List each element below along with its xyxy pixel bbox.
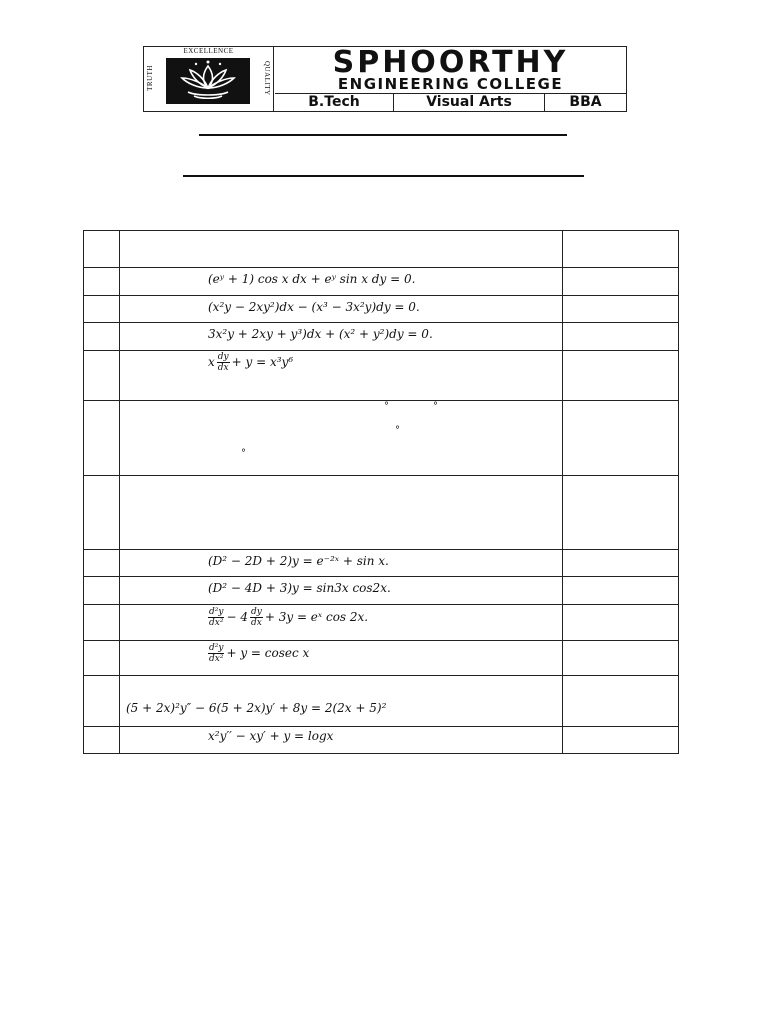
equation-9: (5 + 2x)²y″ − 6(5 + 2x)y′ + 8y = 2(2x + 5)² <box>126 701 387 715</box>
program-list <box>275 93 626 111</box>
college-seal <box>144 47 274 111</box>
table-row <box>84 296 679 323</box>
table-cell <box>84 401 120 476</box>
degree-mark: ° <box>384 401 389 412</box>
table-cell <box>84 676 120 727</box>
table-cell <box>120 231 563 268</box>
table-row <box>84 323 679 351</box>
table-row <box>84 641 679 676</box>
table-cell <box>563 231 679 268</box>
seal-motto-right: QUALITY <box>263 61 271 96</box>
table-row <box>84 676 679 727</box>
table-cell <box>563 351 679 401</box>
table-cell <box>84 476 120 550</box>
eq4-denominator: dx <box>217 363 229 373</box>
table-cell <box>563 550 679 577</box>
table-cell <box>84 351 120 401</box>
eq8-denominator: dx² <box>209 654 224 664</box>
seal-motto-left: TRUTH <box>146 65 154 91</box>
eq7-numerator-2: dy <box>250 607 262 617</box>
table-cell <box>563 676 679 727</box>
equation-3: 3x²y + 2xy + y³)dx + (x² + y²)dy = 0. <box>208 327 433 341</box>
table-cell <box>84 577 120 605</box>
eq7-fraction-1 <box>208 607 224 628</box>
eq4-fraction <box>217 352 230 373</box>
seal-motto-top: EXCELLENCE <box>183 47 234 55</box>
table-header-row <box>84 231 679 268</box>
table-cell <box>563 641 679 676</box>
table-row <box>84 577 679 605</box>
table-cell <box>84 641 120 676</box>
table-cell <box>84 323 120 351</box>
title-rule-1 <box>199 134 567 136</box>
table-cell <box>563 323 679 351</box>
college-logo <box>143 46 627 112</box>
college-name: SPHOORTHY <box>332 45 569 80</box>
table-cell <box>120 323 563 351</box>
table-cell <box>84 231 120 268</box>
table-cell <box>120 605 563 641</box>
table-cell <box>120 577 563 605</box>
table-cell <box>120 676 563 727</box>
eq7-fraction-2 <box>250 607 263 628</box>
eq4-numerator: dy <box>217 352 229 362</box>
eq7-middle: − 4 <box>226 610 248 624</box>
table-cell <box>84 605 120 641</box>
equation-4 <box>120 351 562 373</box>
table-row <box>84 401 679 476</box>
table-cell <box>84 296 120 323</box>
table-cell <box>120 401 563 476</box>
eq8-fraction <box>208 643 224 664</box>
equation-2: (x²y − 2xy²)dx − (x³ − 3x²y)dy = 0. <box>208 300 420 314</box>
equation-10: x²y′′ − xy′ + y = logx <box>208 729 334 743</box>
table-cell <box>120 727 563 754</box>
eq4-suffix: + y = x³y⁶ <box>231 355 294 369</box>
table-row <box>84 727 679 754</box>
eq8-suffix: + y = cosec x <box>226 646 310 660</box>
table-cell <box>120 641 563 676</box>
table-cell <box>120 268 563 296</box>
degree-mark: ° <box>395 425 400 436</box>
table-cell <box>120 351 563 401</box>
table-row <box>84 476 679 550</box>
table-cell <box>563 476 679 550</box>
table-cell <box>563 296 679 323</box>
table-row <box>84 268 679 296</box>
table-cell <box>563 605 679 641</box>
equation-6: (D² − 4D + 3)y = sin3x cos2x. <box>208 581 391 595</box>
eq7-denominator-1: dx² <box>209 618 224 628</box>
equation-8 <box>120 641 562 664</box>
eq8-numerator: d²y <box>209 643 224 653</box>
table-cell <box>120 476 563 550</box>
lotus-emblem-icon <box>166 58 250 104</box>
equation-5: (D² − 2D + 2)y = e⁻²ˣ + sin x. <box>208 554 389 568</box>
table-cell <box>563 268 679 296</box>
table-cell <box>563 727 679 754</box>
eq7-denominator-2: dx <box>250 618 262 628</box>
table-cell <box>84 268 120 296</box>
eq4-prefix: x <box>208 355 215 369</box>
college-subtitle: ENGINEERING COLLEGE <box>337 75 564 93</box>
title-rule-2 <box>183 175 584 177</box>
equation-7 <box>120 605 562 628</box>
table-cell <box>563 401 679 476</box>
eq7-numerator-1: d²y <box>209 607 224 617</box>
degree-mark: ° <box>241 448 246 459</box>
table-cell <box>120 296 563 323</box>
degree-mark: ° <box>433 401 438 412</box>
table-row <box>84 605 679 641</box>
program-btech: B.Tech <box>275 94 394 111</box>
table-cell <box>563 577 679 605</box>
table-row <box>84 351 679 401</box>
eq7-suffix: + 3y = eˣ cos 2x. <box>264 610 369 624</box>
table-row <box>84 550 679 577</box>
table-cell <box>84 727 120 754</box>
equation-1: (eʸ + 1) cos x dx + eʸ sin x dy = 0. <box>208 272 416 286</box>
table-cell <box>120 550 563 577</box>
program-bba: BBA <box>569 94 602 110</box>
question-table <box>83 230 679 754</box>
table-cell <box>84 550 120 577</box>
program-visual-arts: Visual Arts <box>394 94 545 111</box>
